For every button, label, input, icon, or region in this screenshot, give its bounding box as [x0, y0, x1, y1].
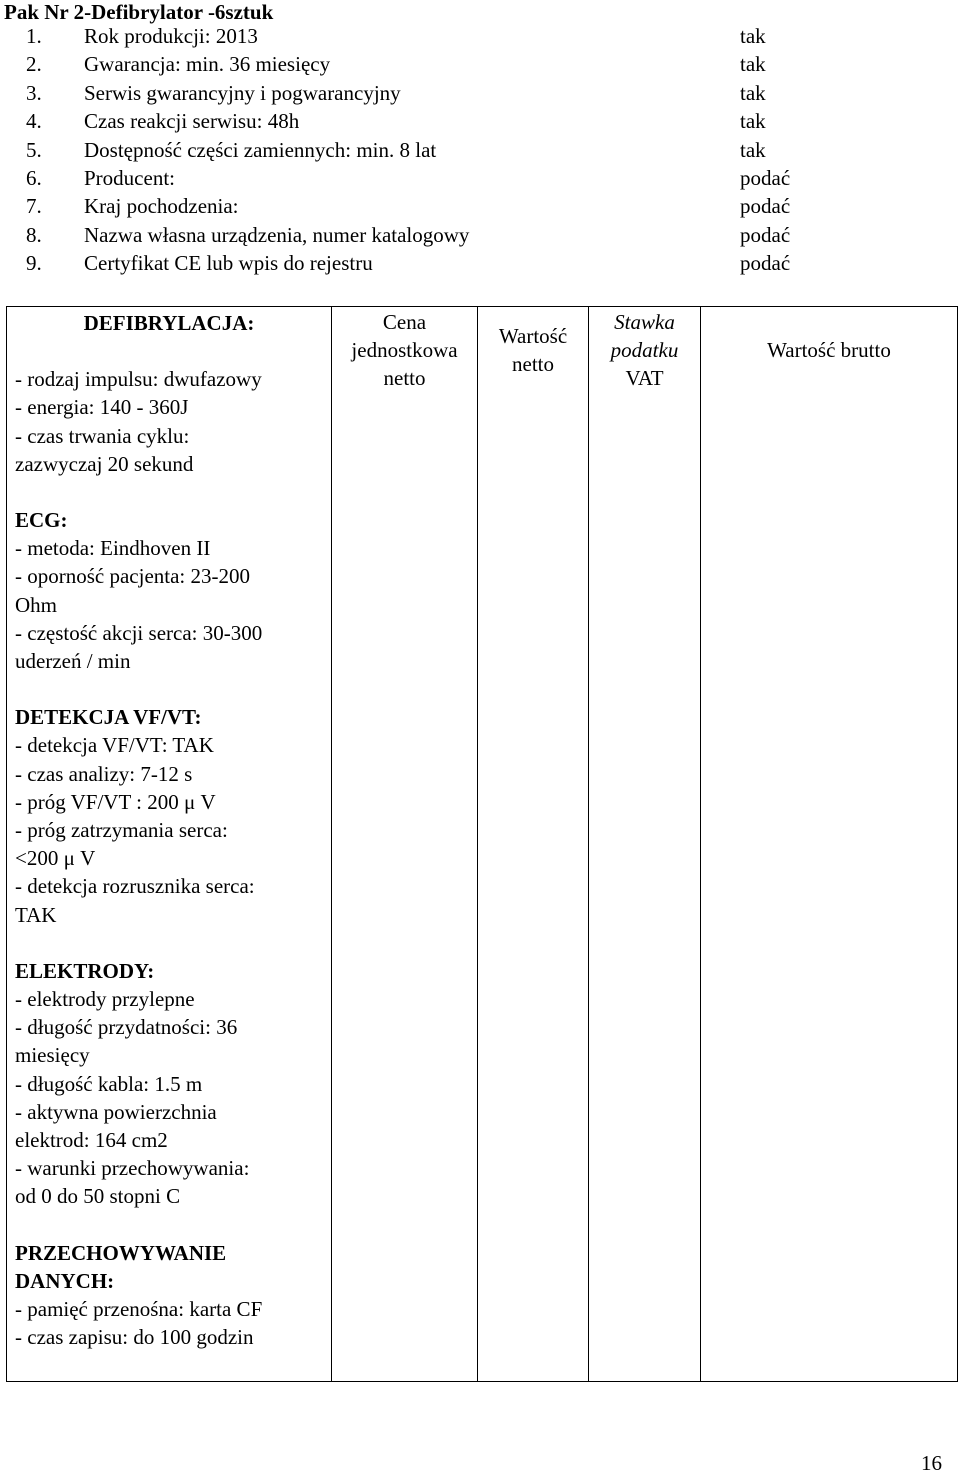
section-title-defibrylacja: DEFIBRYLACJA: [83, 311, 255, 335]
list-item [0, 22, 960, 50]
list-item [0, 221, 960, 249]
item-number: 9. [26, 251, 42, 276]
header-line: Stawka [614, 310, 675, 334]
header-line: Cena [382, 310, 427, 334]
spec-line: miesięcy [15, 1043, 90, 1068]
net-value-header [478, 307, 588, 378]
spec-line: - czas analizy: 7-12 s [15, 761, 193, 786]
spec-line: - aktywna powierzchnia [15, 1099, 217, 1124]
spec-line: TAK [15, 902, 57, 927]
spec-line: - częstość akcji serca: 30-300 [15, 620, 263, 645]
list-item [0, 249, 960, 277]
spec-line: Ohm [15, 592, 57, 617]
section-title-detekcja: DETEKCJA VF/VT: [15, 705, 202, 730]
spec-line: - rodzaj impulsu: dwufazowy [15, 367, 262, 392]
spec-line: - oporność pacjenta: 23-200 [15, 564, 251, 589]
header-line: jednostkowa [351, 338, 458, 362]
item-text: Producent: [84, 165, 175, 190]
header-line: Wartość [498, 324, 568, 348]
spec-line: od 0 do 50 stopni C [15, 1184, 181, 1209]
header-line: netto [383, 366, 426, 390]
gross-value-header: Wartość brutto [767, 338, 891, 362]
item-text: Dostępność części zamiennych: min. 8 lat [84, 137, 437, 162]
item-number: 5. [26, 137, 42, 162]
spec-line: - czas trwania cyklu: [15, 423, 190, 448]
item-number: 2. [26, 52, 42, 77]
spec-line: - pamięć przenośna: karta CF [15, 1297, 263, 1322]
list-item [0, 107, 960, 135]
spec-line: - czas zapisu: do 100 godzin [15, 1325, 254, 1350]
item-value: podać [740, 222, 791, 247]
unit-price-header [332, 307, 477, 392]
list-item [0, 136, 960, 164]
item-value: podać [740, 194, 791, 219]
spec-line: - elektrody przylepne [15, 987, 195, 1012]
item-value: tak [740, 137, 766, 162]
spec-line: - długość kabla: 1.5 m [15, 1071, 203, 1096]
item-number: 7. [26, 194, 42, 219]
list-item [0, 192, 960, 220]
item-number: 1. [26, 24, 42, 48]
section-title-danych: DANYCH: [15, 1268, 115, 1293]
spec-line: uderzeń / min [15, 649, 131, 674]
spec-line: - długość przydatności: 36 [15, 1015, 238, 1040]
specification-cell [7, 307, 332, 1382]
pricing-table [6, 306, 958, 1382]
list-item [0, 79, 960, 107]
item-number: 8. [26, 222, 42, 247]
spec-line: - detekcja VF/VT: TAK [15, 733, 214, 758]
item-value: tak [740, 24, 766, 48]
item-value: podać [740, 251, 791, 276]
unit-price-header-cell [332, 307, 478, 1382]
vat-rate-header [589, 307, 700, 392]
vat-rate-header-cell [589, 307, 701, 1382]
item-text: Certyfikat CE lub wpis do rejestru [84, 251, 373, 276]
item-text: Gwarancja: min. 36 miesięcy [84, 52, 331, 77]
spec-line: - energia: 140 - 360J [15, 395, 189, 420]
spec-line: elektrod: 164 cm2 [15, 1128, 168, 1153]
item-number: 6. [26, 165, 42, 190]
item-text: Serwis gwarancyjny i pogwarancyjny [84, 80, 401, 105]
requirements-list [0, 22, 960, 278]
item-value: podać [740, 165, 791, 190]
header-line: netto [512, 352, 554, 376]
item-text: Kraj pochodzenia: [84, 194, 239, 219]
spec-line: - próg zatrzymania serca: [15, 818, 228, 843]
header-line: podatku [610, 338, 679, 362]
item-number: 3. [26, 80, 42, 105]
section-title-przechowywanie: PRZECHOWYWANIE [15, 1240, 227, 1265]
item-value: tak [740, 52, 766, 77]
table-row [7, 307, 958, 1382]
gross-value-header-cell [701, 307, 958, 1382]
header-line: VAT [625, 366, 664, 390]
net-value-header-cell [478, 307, 589, 1382]
spec-line: - warunki przechowywania: [15, 1156, 250, 1181]
document-title: Pak Nr 2-Defibrylator -6sztuk [4, 0, 274, 24]
page-number: 16 [921, 1451, 942, 1475]
spec-line: zazwyczaj 20 sekund [15, 451, 194, 476]
specification-body [7, 307, 331, 1352]
spec-line: - detekcja rozrusznika serca: [15, 874, 255, 899]
section-title-ecg: ECG: [15, 508, 68, 533]
item-text: Nazwa własna urządzenia, numer katalogowy [84, 222, 470, 247]
item-text: Rok produkcji: 2013 [84, 24, 258, 48]
section-title-elektrody: ELEKTRODY: [15, 958, 155, 983]
item-text: Czas reakcji serwisu: 48h [84, 109, 300, 134]
item-number: 4. [26, 109, 42, 134]
list-item [0, 164, 960, 192]
list-item [0, 50, 960, 78]
spec-line: - próg VF/VT : 200 μ V [15, 789, 216, 814]
spec-line: - metoda: Eindhoven II [15, 536, 211, 561]
item-value: tak [740, 109, 766, 134]
item-value: tak [740, 80, 766, 105]
spec-line: <200 μ V [15, 846, 96, 871]
